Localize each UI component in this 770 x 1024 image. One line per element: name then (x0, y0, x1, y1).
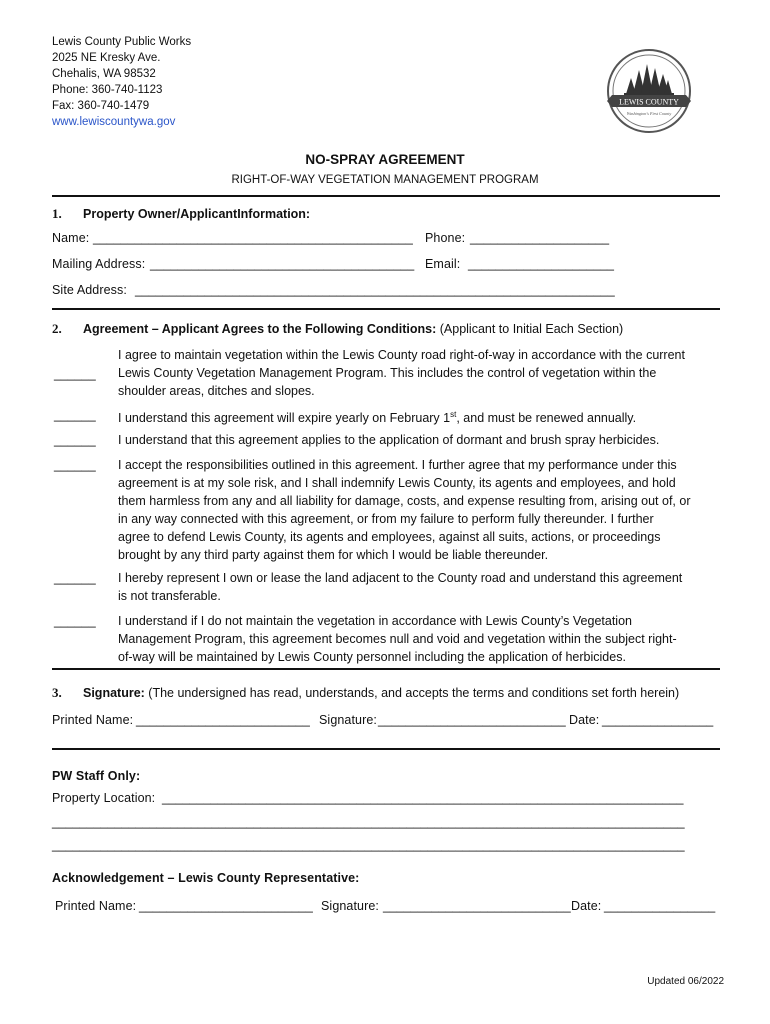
mailing-address-field[interactable]: ______________________________________ (150, 257, 415, 271)
rep-printed-name-label: Printed Name: (55, 899, 137, 913)
section-2-note: (Applicant to Initial Each Section) (439, 322, 624, 336)
property-location-line-3[interactable]: ___________________________________________________________________________________________ (52, 838, 685, 852)
condition-2: I understand this agreement will expire yearly on February 1st, and must be renewed annually. (118, 410, 637, 426)
rep-date-label: Date: (571, 899, 602, 913)
updated-date: Updated 06/2022 (647, 976, 724, 987)
property-location-line-2[interactable]: ___________________________________________________________________________________________ (52, 815, 685, 829)
phone-line: Phone: 360-740-1123 (52, 84, 163, 96)
page-title: NO-SPRAY AGREEMENT (305, 152, 465, 167)
section-1-heading: Property Owner/ApplicantInformation: (83, 207, 311, 221)
condition-3: I understand that this agreement applies to the application of dormant and brush spray herbicides. (118, 433, 660, 447)
rep-printed-name-field[interactable]: _________________________ (139, 899, 313, 913)
mailing-address-label: Mailing Address: (52, 257, 146, 271)
condition-5: I hereby represent I own or lease the land adjacent to the County road and understand this agreement is not transferable. (118, 571, 683, 603)
section-2-number: 2. (52, 321, 62, 336)
fax-line: Fax: 360-740-1479 (52, 100, 150, 112)
section-2-heading (83, 322, 623, 336)
initial-field-5[interactable]: ______ (54, 571, 96, 585)
condition-6: I understand if I do not maintain the vegetation in accordance with Lewis County’s Vegetation Management Program, this agreement becomes null and void and vegetation within the subject right- of-way will be maintained by Lewis County personnel including the application of herbicides. (118, 614, 677, 664)
printed-name-field[interactable]: _________________________ (136, 713, 310, 727)
printed-name-label: Printed Name: (52, 713, 134, 727)
email-field[interactable]: _____________________ (468, 257, 614, 271)
property-location-label: Property Location: (52, 791, 156, 805)
lewis-county-logo (606, 48, 692, 134)
divider (52, 668, 720, 670)
divider (52, 195, 720, 197)
staff-heading: PW Staff Only: (52, 769, 141, 783)
name-label: Name: (52, 231, 90, 245)
divider (52, 308, 720, 310)
signature-label: Signature: (319, 713, 377, 727)
rep-date-field[interactable]: ________________ (604, 899, 716, 913)
section-3-title: Signature: (83, 686, 145, 700)
website-link[interactable]: www.lewiscountywa.gov (52, 116, 176, 128)
date-field[interactable]: ________________ (602, 713, 714, 727)
condition-4: I accept the responsibilities outlined in this agreement. I further agree that my performance under this agreement is at my sole risk, and I shall indemnify Lewis County, its agents and employees, and hold them harmless from any and all liability for damage, costs, and expense resulting from, arising out of, or in any way connected with this agreement, or from my failure to perform fully thereunder. I further agree to defend Lewis County, its agents and employees, against all suits, actions, or proceedings brought by any third party against them for which I would be liable thereunder. (118, 458, 691, 562)
address-line-2: Chehalis, WA 98532 (52, 68, 156, 80)
initial-field-4[interactable]: ______ (54, 458, 96, 472)
rep-signature-field[interactable]: ___________________________ (383, 899, 571, 913)
name-field[interactable]: ______________________________________________ (93, 231, 413, 245)
section-3-heading (83, 686, 679, 700)
logo-name: LEWIS COUNTY (619, 97, 679, 107)
phone-field[interactable]: ____________________ (470, 231, 610, 245)
address-line-1: 2025 NE Kresky Ave. (52, 52, 161, 64)
date-label: Date: (569, 713, 600, 727)
section-3-number: 3. (52, 685, 62, 700)
section-1-number: 1. (52, 206, 62, 221)
property-location-field[interactable]: ___________________________________________________________________________ (162, 791, 684, 805)
initial-field-2[interactable]: ______ (54, 408, 96, 422)
divider (52, 748, 720, 750)
logo-motto: Washington's First County (626, 111, 672, 116)
section-2-title: Agreement – Applicant Agrees to the Following Conditions: (83, 322, 437, 336)
rep-signature-label: Signature: (321, 899, 379, 913)
page-subtitle: RIGHT-OF-WAY VEGETATION MANAGEMENT PROGRAM (231, 174, 539, 186)
org-name: Lewis County Public Works (52, 36, 192, 48)
site-address-label: Site Address: (52, 283, 127, 297)
site-address-field[interactable]: _____________________________________________________________________ (135, 283, 615, 297)
initial-field-6[interactable]: ______ (54, 614, 96, 628)
email-label: Email: (425, 257, 461, 271)
signature-field[interactable]: ___________________________ (378, 713, 566, 727)
initial-field-3[interactable]: ______ (54, 433, 96, 447)
acknowledgement-heading: Acknowledgement – Lewis County Representative: (52, 871, 360, 885)
condition-1: I agree to maintain vegetation within the Lewis County road right-of-way in accordance with the current Lewis County Vegetation Management Program. This includes the control of vegetation within the shoulder areas, ditches and slopes. (118, 348, 685, 398)
phone-label: Phone: (425, 231, 466, 245)
initial-field-1[interactable]: ______ (54, 367, 96, 381)
section-3-note: (The undersigned has read, understands, and accepts the terms and conditions set forth herein) (148, 686, 680, 700)
